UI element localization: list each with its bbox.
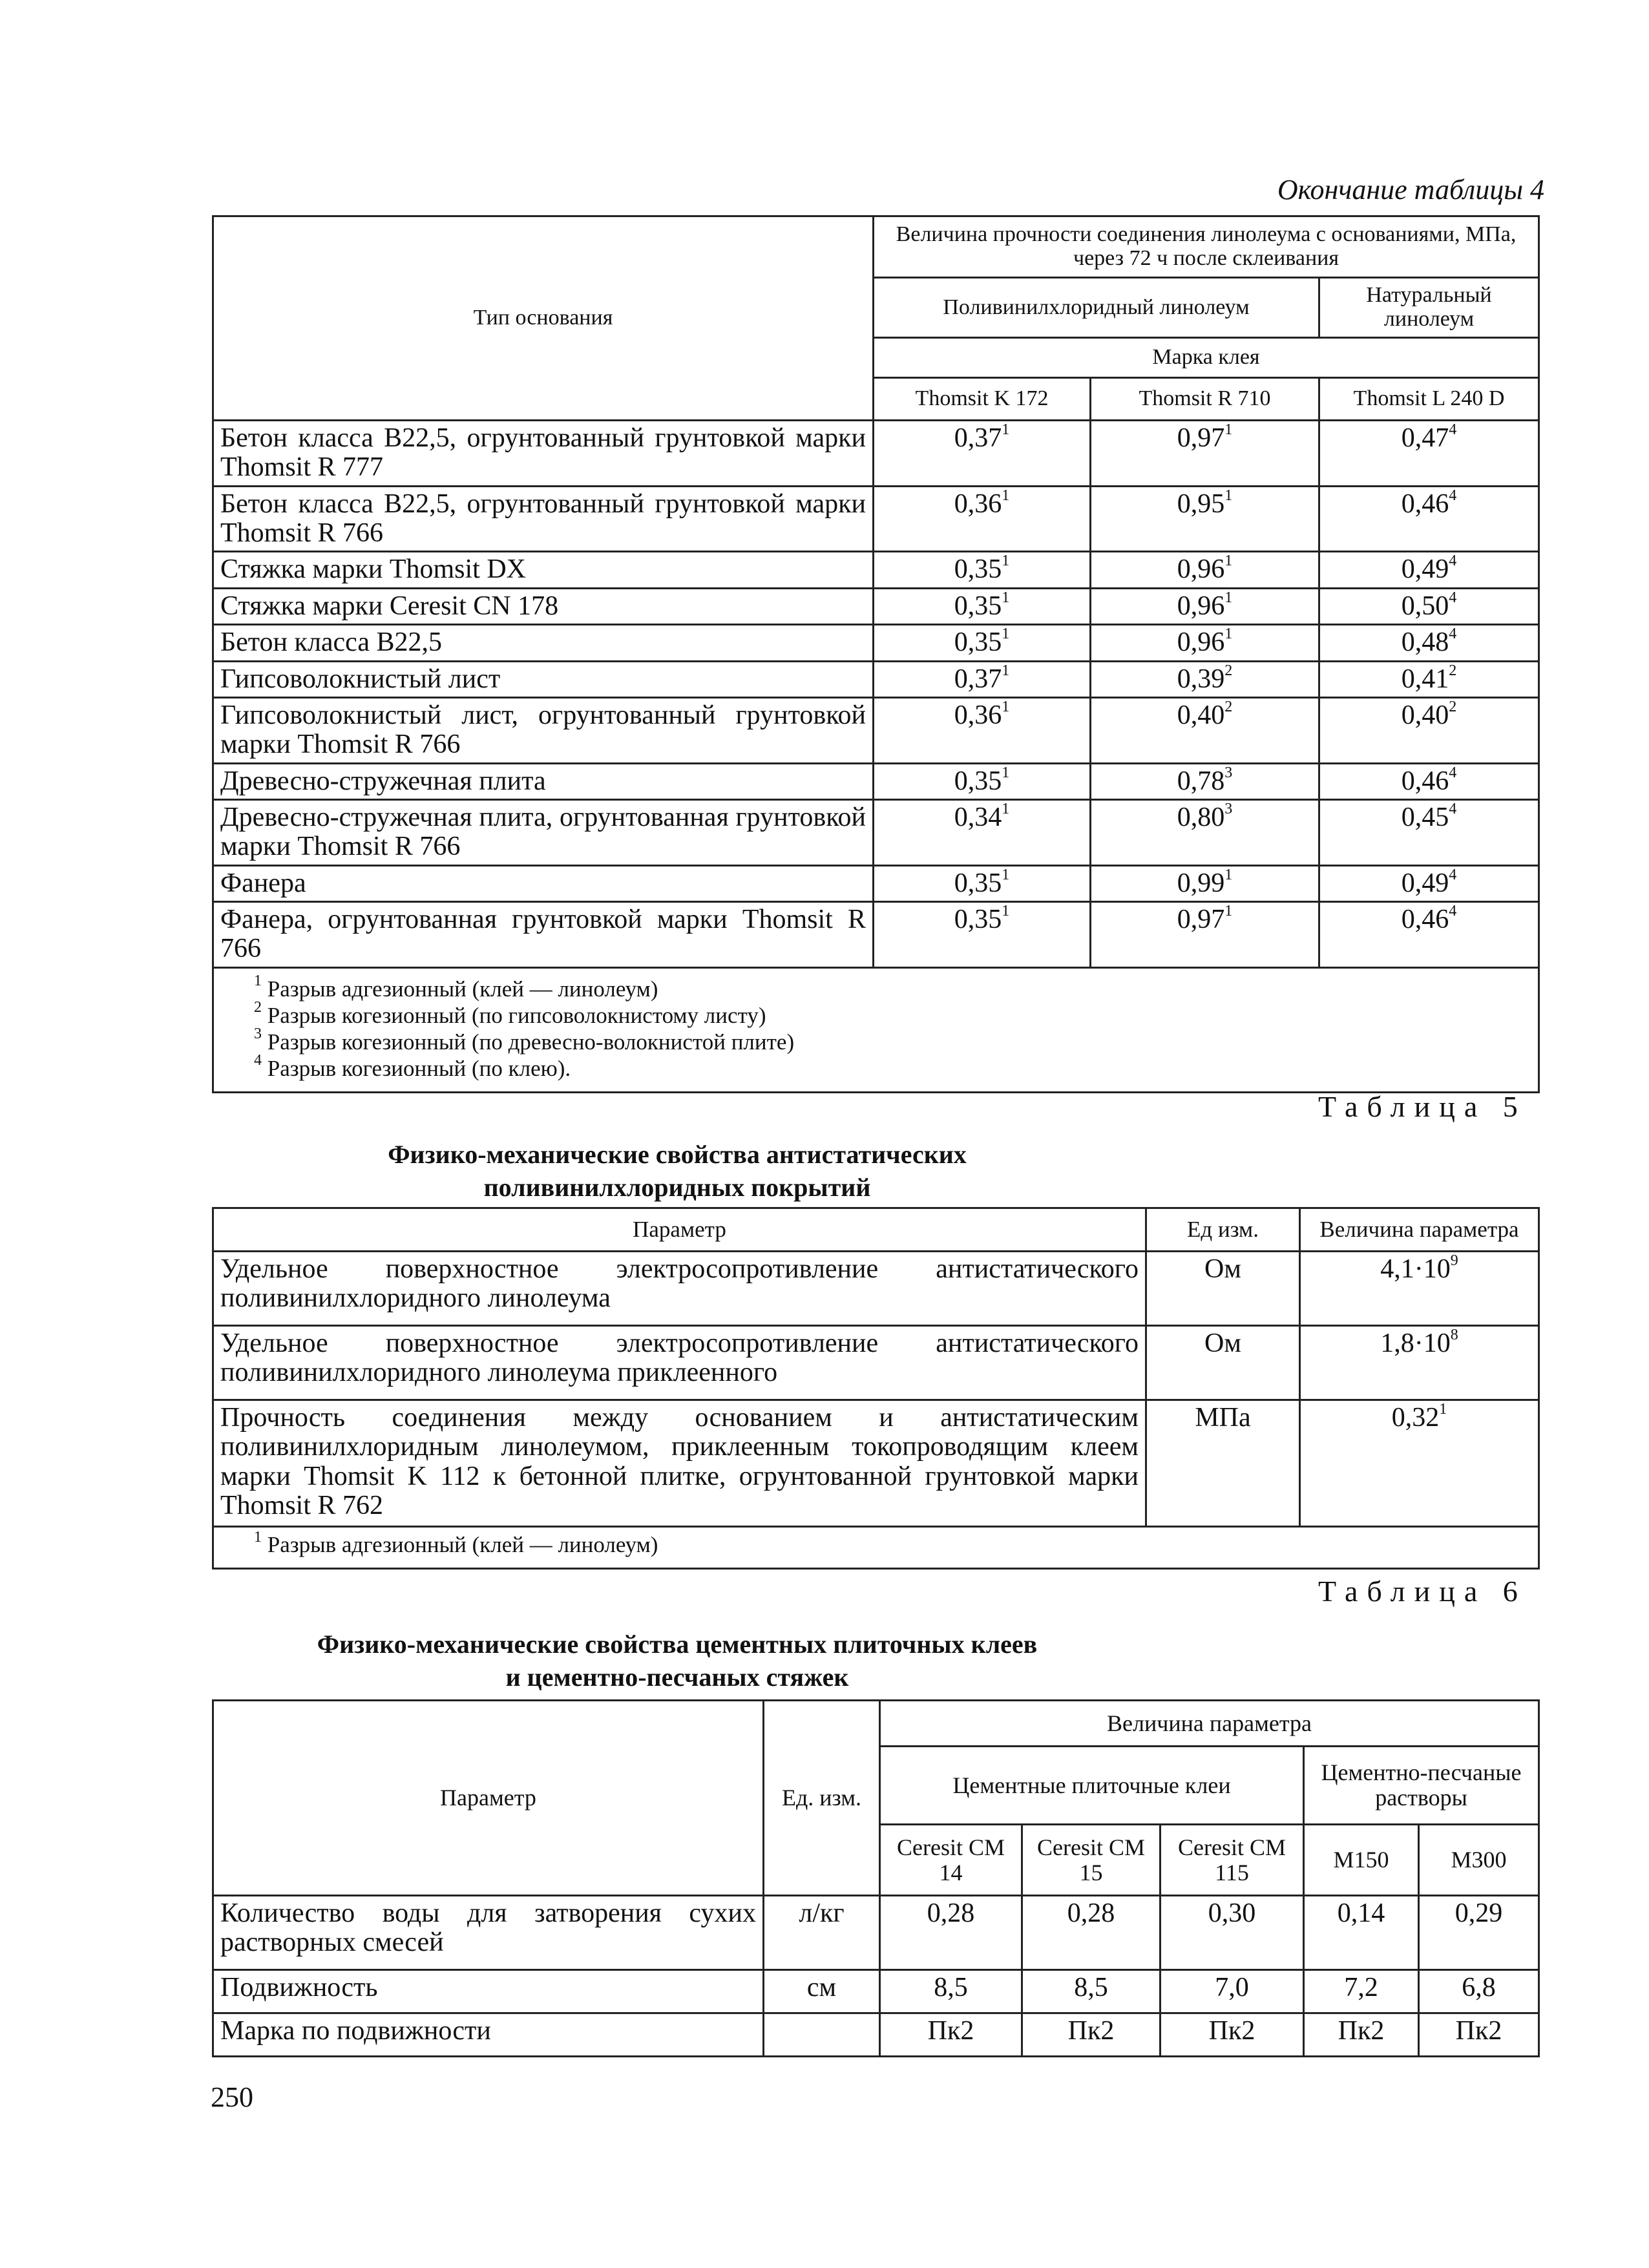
table-row-value: 0,95$^1$ [1091,486,1319,552]
table-row-base-type: Бетон класса В22,5, огрунтованный грунтовкой марки Thomsit R 766 [213,486,874,552]
table6-title: Физико-механические свойства цементных плиточных клеев и цементно-песчаных стяжек [317,1630,1038,1692]
col-header-product: Ceresit CM 15 [1022,1825,1161,1896]
table-row-value: Пк2 [880,2013,1022,2057]
table-row-unit: л/кг [764,1896,880,1970]
table-row-value: 0,35$^1$ [874,763,1091,799]
col-header-value: Величина параметра [880,1701,1539,1747]
table-row-value: 0,46$^4$ [1319,763,1539,799]
footnote: $^2$ Разрыв когезионный (по гипсоволокнистому листу) [254,999,766,1028]
table-row-unit: см [764,1970,880,2013]
table-row [213,799,1539,865]
table-6 [212,1699,1540,2057]
table-row-value: $4,1\cdot 10^9$ [1300,1252,1539,1326]
table-row [213,421,1539,487]
col-header-glue: Thomsit K 172 [874,378,1091,421]
col-header-unit: Ед. изм. [764,1701,880,1896]
table-row-value: 0,28 [880,1896,1022,1970]
table-row-value: Пк2 [1161,2013,1304,2057]
table-row-value: 0,97$^1$ [1091,421,1319,487]
col-header-glue: Thomsit R 710 [1091,378,1319,421]
table-row [213,552,1539,588]
table-row-unit: Ом [1146,1326,1300,1400]
table-row-unit: Ом [1146,1252,1300,1326]
table5-footnote: $^1$ Разрыв адгезионный (клей — линолеум) [213,1527,1539,1569]
page-number: 250 [211,2081,253,2113]
table-row-value: 0,97$^1$ [1091,902,1319,968]
table-row-value: 0,99$^1$ [1091,865,1319,901]
table-row-base-type: Древесно-стружечная плита, огрунтованная грунтовкой марки Thomsit R 766 [213,799,874,865]
table-row-base-type: Гипсоволокнистый лист, огрунтованный грунтовкой марки Thomsit R 766 [213,697,874,763]
table-4 [212,215,1540,1093]
table-row-value: Пк2 [1419,2013,1539,2057]
table-row-value: 0,32$^1$ [1300,1400,1539,1527]
table-row [213,1896,1539,1970]
col-header-natural-linoleum: Натуральный линолеум [1319,278,1539,338]
col-header-glue-brand: Марка клея [874,338,1539,378]
table-row-parameter: Подвижность [213,1970,764,2013]
table5-label: Таблица 5 [1318,1090,1527,1123]
col-header-parameter: Параметр [213,1208,1146,1252]
table-row-value: Пк2 [1022,2013,1161,2057]
table-row-unit [764,2013,880,2057]
table-row-value: 0,46$^4$ [1319,902,1539,968]
table-row [213,2013,1539,2057]
col-header-strength: Величина прочности соединения линолеума с основаниями, МПа, через 72 ч после склеивания [874,216,1539,278]
table-row-value: 0,35$^1$ [874,588,1091,624]
col-header-sand-mortars: Цементно-песчаные растворы [1304,1747,1539,1825]
table-row-value: 0,37$^1$ [874,421,1091,487]
table-row [213,1970,1539,2013]
col-header-product: Ceresit CM 115 [1161,1825,1304,1896]
table-row-base-type: Стяжка марки Ceresit CN 178 [213,588,874,624]
col-header-base-type: Тип основания [213,216,874,421]
table-row-value: 8,5 [880,1970,1022,2013]
table4-footnotes [213,967,1539,1092]
col-header-value: Величина параметра [1300,1208,1539,1252]
table-row-value: 0,35$^1$ [874,552,1091,588]
table-row-parameter: Количество воды для затворения сухих растворных смесей [213,1896,764,1970]
table-row-value: 6,8 [1419,1970,1539,2013]
col-header-unit: Ед изм. [1146,1208,1300,1252]
table-row-value: 0,46$^4$ [1319,486,1539,552]
table-row-unit: МПа [1146,1400,1300,1527]
table-row-value: 0,47$^4$ [1319,421,1539,487]
footnote: $^4$ Разрыв когезионный (по клею). [254,1051,571,1081]
table-row [213,763,1539,799]
table-row-value: 0,45$^4$ [1319,799,1539,865]
table-row [213,865,1539,901]
col-header-pvc-linoleum: Поливинилхлоридный линолеум [874,278,1319,338]
table-row-value: 0,39$^2$ [1091,661,1319,697]
table-row-value: 0,49$^4$ [1319,865,1539,901]
table-row-value: 0,40$^2$ [1091,697,1319,763]
col-header-parameter: Параметр [213,1701,764,1896]
table-row-value: 0,50$^4$ [1319,588,1539,624]
table-row-value: 0,96$^1$ [1091,588,1319,624]
table6-label: Таблица 6 [1318,1575,1527,1608]
table-row-value: 0,36$^1$ [874,486,1091,552]
table-row-value: 0,78$^3$ [1091,763,1319,799]
table4-body [213,421,1539,968]
table-5 [212,1207,1540,1570]
table-row-base-type: Бетон класса В22,5 [213,625,874,661]
footnote: $^1$ Разрыв адгезионный (клей — линолеум) [254,972,658,1002]
table-row-base-type: Бетон класса В22,5, огрунтованный грунтовкой марки Thomsit R 777 [213,421,874,487]
table-row-parameter: Марка по подвижности [213,2013,764,2057]
table-row-base-type: Гипсоволокнистый лист [213,661,874,697]
table-row-value: 0,34$^1$ [874,799,1091,865]
table-row-value: 0,36$^1$ [874,697,1091,763]
table-row [213,625,1539,661]
table-row-value: 0,96$^1$ [1091,625,1319,661]
table-row [213,661,1539,697]
table-row-value: 0,28 [1022,1896,1161,1970]
table-row [213,697,1539,763]
table-row-value: 0,96$^1$ [1091,552,1319,588]
table-row-value: 0,80$^3$ [1091,799,1319,865]
table-row-value: 7,0 [1161,1970,1304,2013]
table-row-value: 0,48$^4$ [1319,625,1539,661]
table-row-parameter: Удельное поверхностное электросопротивление антистатического поливинилхлоридного линолеума приклеенного [213,1326,1146,1400]
table4-continuation-label: Окончание таблицы 4 [1277,174,1544,205]
table5-title: Физико-механические свойства антистатических поливинилхлоридных покрытий [388,1140,967,1202]
table-row-parameter: Удельное поверхностное электросопротивление антистатического поливинилхлоридного линолеума [213,1252,1146,1326]
table-row-base-type: Фанера [213,865,874,901]
table-row [213,588,1539,624]
table-row-value: 0,35$^1$ [874,865,1091,901]
table-row-parameter: Прочность соединения между основанием и антистатическим поливинилхлоридным линолеумом, приклеенным токопроводящим клеем марки Thomsit K 112 к бетонной плитке, огрунтованной грунтовкой марки Thomsit R 762 [213,1400,1146,1527]
table-row-value: 7,2 [1304,1970,1419,2013]
table-row-value: Пк2 [1304,2013,1419,2057]
table-row-value: 0,30 [1161,1896,1304,1970]
table-row-base-type: Древесно-стружечная плита [213,763,874,799]
table-row-value: 0,14 [1304,1896,1419,1970]
col-header-tile-adhesives: Цементные плиточные клеи [880,1747,1304,1825]
footnote: $^3$ Разрыв когезионный (по древесно-волокнистой плите) [254,1025,795,1055]
table-row-value: 0,35$^1$ [874,625,1091,661]
table-row-value: 0,40$^2$ [1319,697,1539,763]
table-row-value: 0,41$^2$ [1319,661,1539,697]
col-header-product: M300 [1419,1825,1539,1896]
table-row-value: 0,37$^1$ [874,661,1091,697]
table-row-value: 0,29 [1419,1896,1539,1970]
col-header-glue: Thomsit L 240 D [1319,378,1539,421]
table-row-base-type: Стяжка марки Thomsit DX [213,552,874,588]
table-row [213,486,1539,552]
table-row-value: 8,5 [1022,1970,1161,2013]
col-header-product: Ceresit CM 14 [880,1825,1022,1896]
table-row-value: 0,35$^1$ [874,902,1091,968]
table-row-base-type: Фанера, огрунтованная грунтовкой марки Thomsit R 766 [213,902,874,968]
col-header-product: M150 [1304,1825,1419,1896]
table6-body [213,1896,1539,2057]
table-row [213,902,1539,968]
table-row-value: $1,8\cdot 10^8$ [1300,1326,1539,1400]
table-row-value: 0,49$^4$ [1319,552,1539,588]
